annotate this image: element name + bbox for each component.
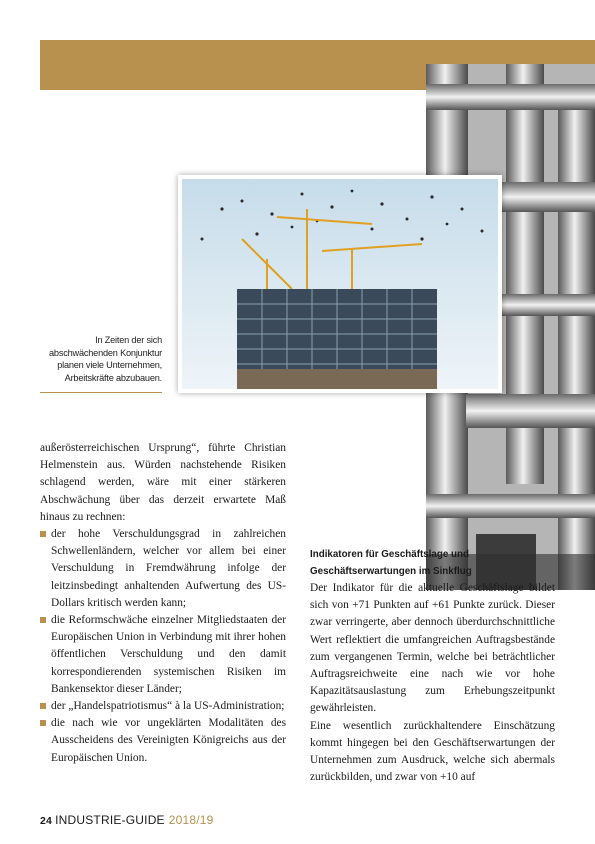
list-item: der hohe Verschuldungsgrad in zahlreichen Schwellenländern, welcher vor allem bei einer Verschuldung in Fremdwährung infolge der leitzinsbedingt anhaltenden Aufwertung des US-Dollars kritisch werden kann; [40,526,286,612]
list-item: die Reformschwäche einzelner Mitgliedstaaten der Europäischen Union in Verbindung mit ihrer hohen öffentlichen Verschuldung und den damit korrespondierenden systemischen Risiken im Bankensektor dieser Länder; [40,612,286,698]
page-footer [40,813,214,827]
intro-paragraph: außerösterreichischen Ursprung“, führte Christian Helmenstein aus. Würden nachstehende Risiken schlagend werden, wäre mit einer stärkeren Abschwächung über das derzeit erwartete Maß hinaus zu rechnen: [40,442,286,523]
right-text-column [310,546,555,786]
photo-caption: In Zeiten der sich abschwächenden Konjunktur planen viele Unternehmen, Arbeitskräfte abzubauen. [49,335,162,383]
risk-bullet-list [40,526,286,767]
body-paragraph: Der Indikator für die aktuelle Geschäftslage bildet sich von +71 Punkten auf +61 Punkte zurück. Dieser zwar verringerte, aber dennoch überdurchschnittliche Wert reflektiert die umfangreichen Auftragsbestände zum vergangenen Termin, welche bei beträchtlicher Auftragsreichweite eine nach wie vor hohe Kapazitätsauslastung zum Erhebungszeitpunkt gewährleisten. [310,582,555,715]
section-heading: Indikatoren für Geschäftslage und Geschäftserwartungen im Sinkflug [310,549,472,577]
publication-year: 2018/19 [168,813,214,827]
publication-name: INDUSTRIE-GUIDE [55,813,165,827]
page-number: 24 [40,815,53,827]
construction-cranes-photo [178,175,502,393]
body-paragraph: Eine wesentlich zurückhaltendere Einschätzung kommt hingegen bei den Geschäftserwartungen der Unternehmen zum Ausdruck, welche sich abermals zurückbilden, und zwar von +10 auf [310,719,555,784]
list-item: der „Handelspatriotismus“ à la US-Administration; [40,698,286,715]
caption-divider [40,392,162,393]
left-text-column [40,440,286,767]
list-item: die nach wie vor ungeklärten Modalitäten des Ausscheidens des Vereinigten Königreichs aus der Europäischen Union. [40,715,286,767]
